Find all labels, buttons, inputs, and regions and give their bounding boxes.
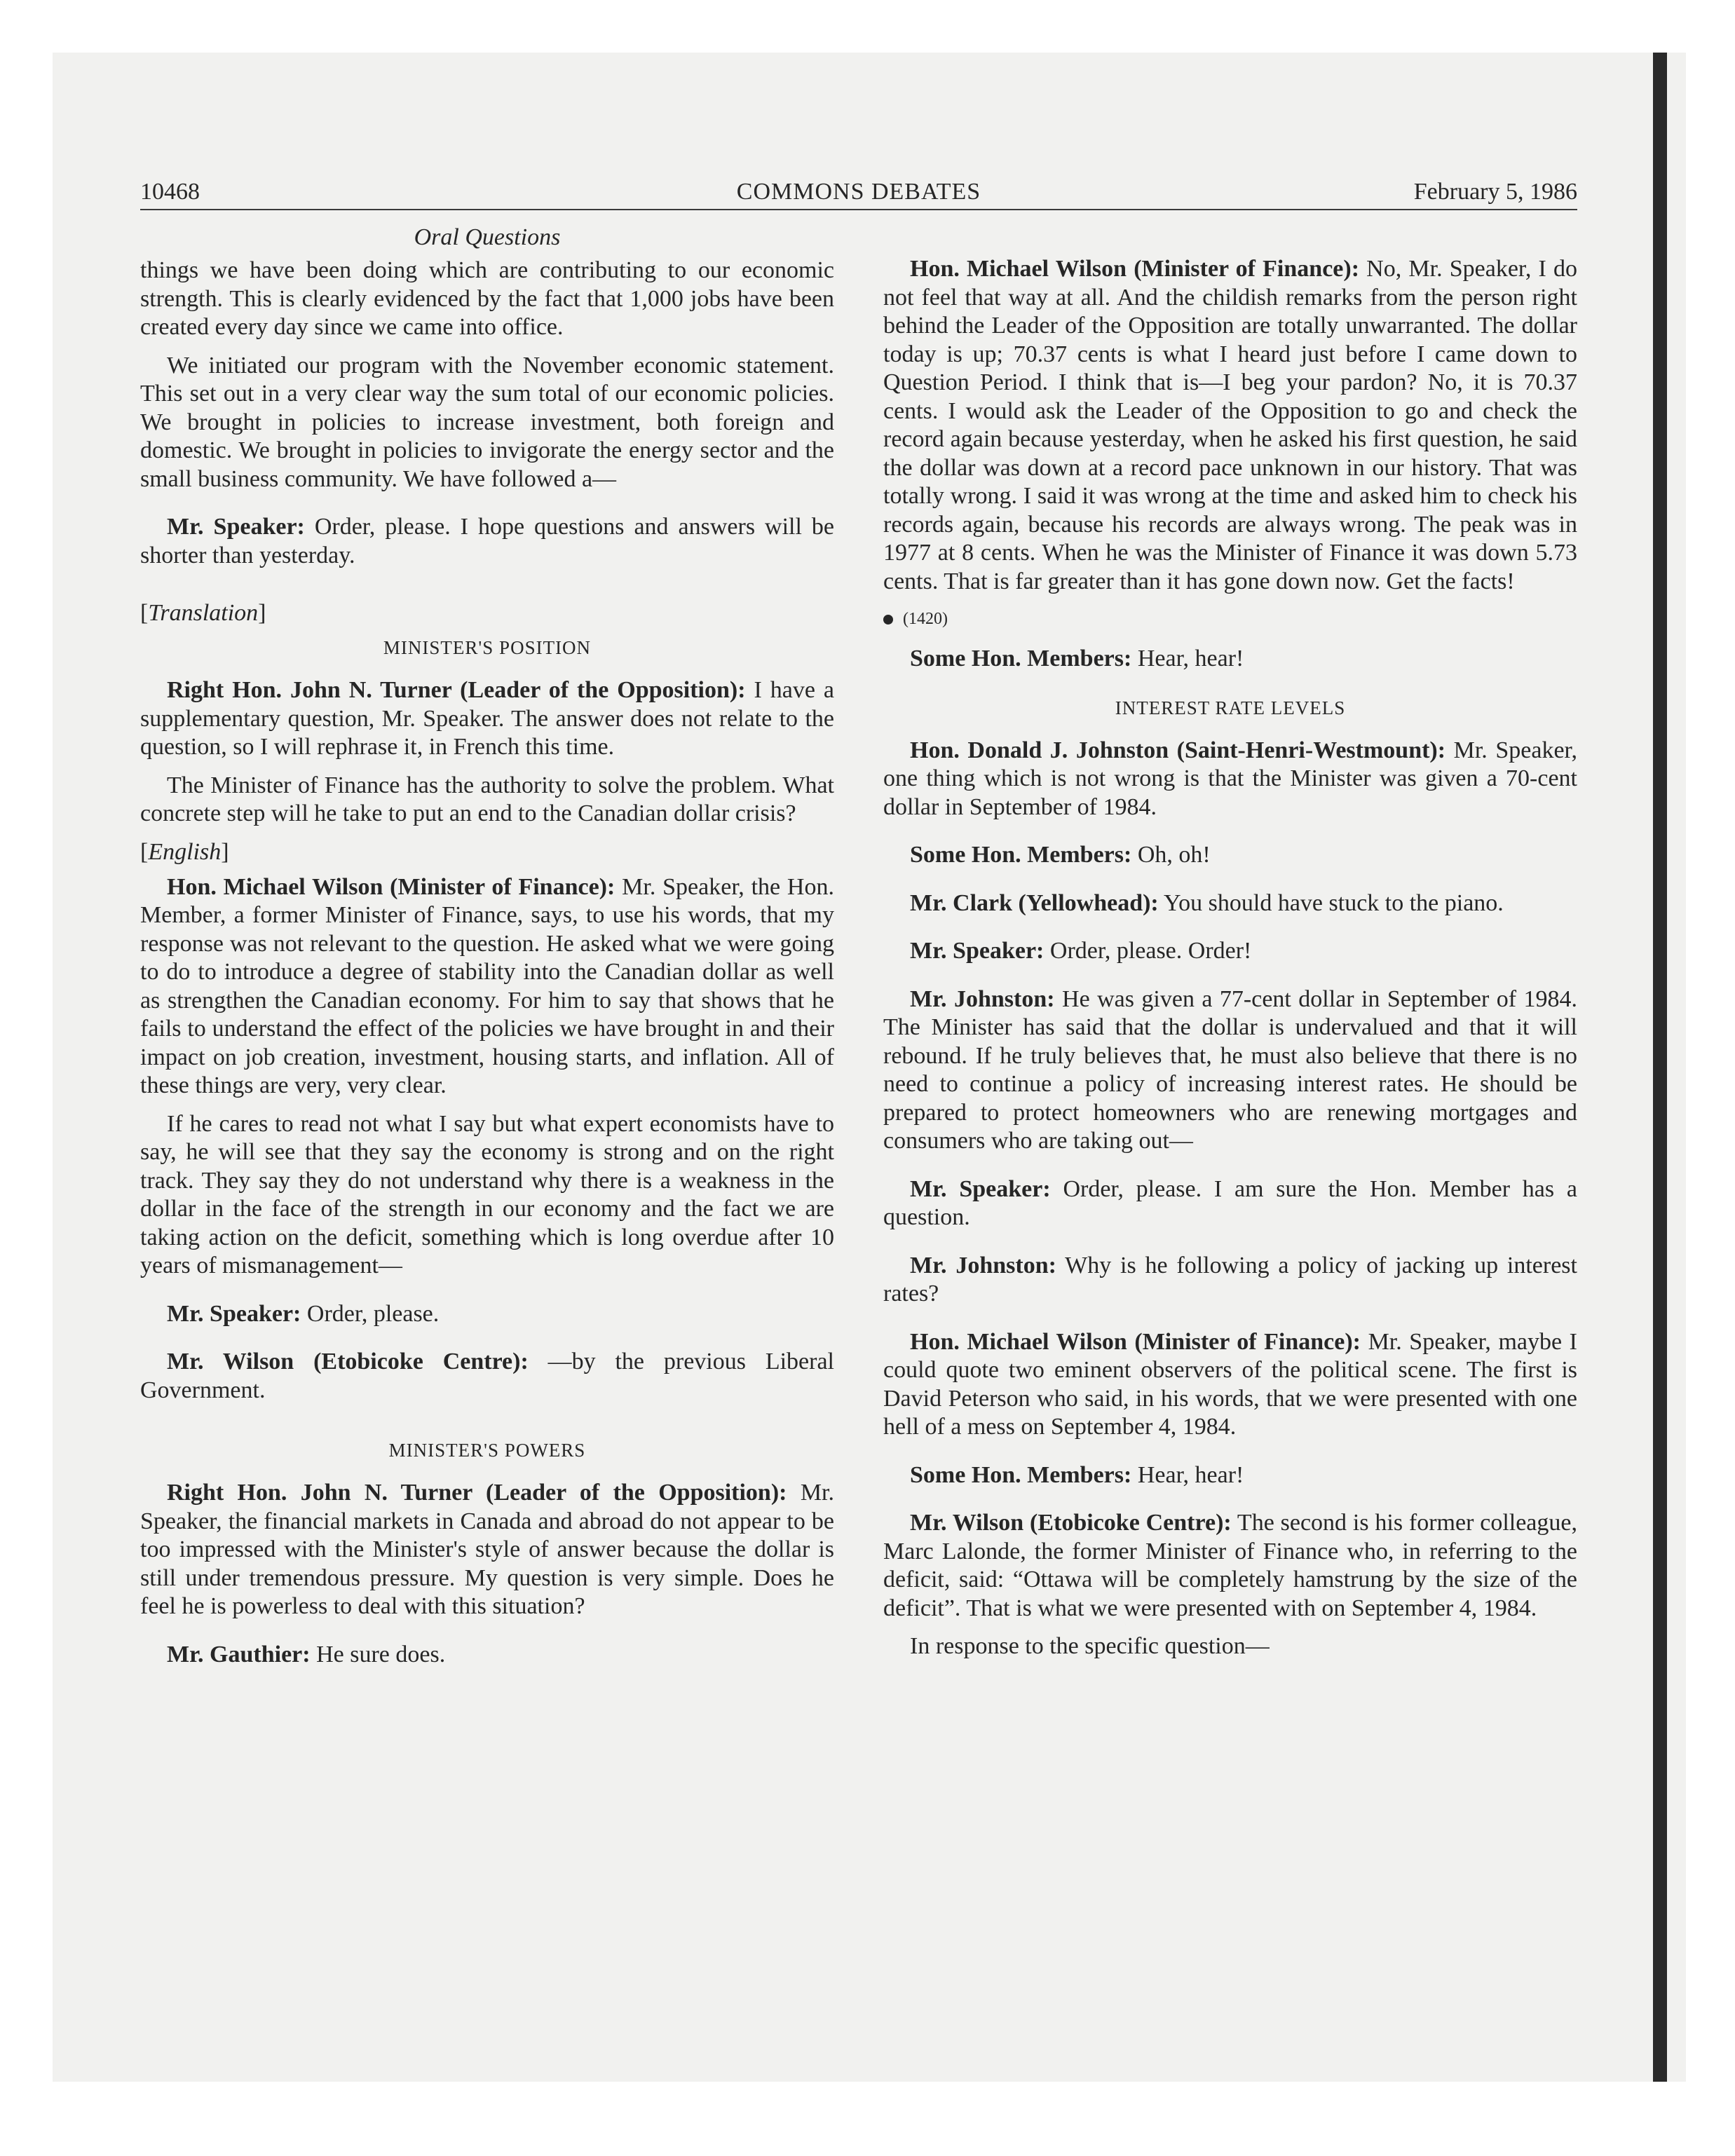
speaker-name: Mr. Speaker: bbox=[167, 514, 305, 540]
speech-text: He sure does. bbox=[310, 1641, 446, 1667]
speech-text: Order, please. Order! bbox=[1044, 938, 1252, 964]
speech-text: —by the previous Liberal Government. bbox=[140, 1349, 834, 1403]
speech-text: The second is his former colleague, Marc Lalonde, the former Minister of Finance who, in referring to the deficit, said: “Ottawa will be completely hamstrung by the size of the deficit”. That is what we were presented with on September 4, 1984. bbox=[883, 1510, 1577, 1621]
paragraph: We initiated our program with the November economic statement. This set out in a very clear way the sum total of our economic policies. We brought in policies to increase investment, both foreign and domestic. We brought in policies to invigorate the energy sector and the small business community. We have followed a— bbox=[140, 352, 834, 492]
speech-text: You should have stuck to the piano. bbox=[1158, 889, 1504, 916]
section-heading: MINISTER'S POSITION bbox=[383, 637, 592, 658]
speech bbox=[883, 1509, 1577, 1623]
speech-text: Mr. Speaker, the Hon. Member, a former Minister of Finance, says, to use his words, that my response was not relevant to the question. He asked what we were going to do to introduce a degree of stability into the Canadian dollar as well as strengthen the Canadian economy. For him to say that shows that he fails to understand the effect of the policies we have brought in and their impact on job creation, investment, housing starts, and inflation. All of these things are very, very clear. bbox=[140, 873, 834, 1098]
speaker-name: Mr. Wilson (Etobicoke Centre): bbox=[167, 1349, 529, 1374]
speech-text: Mr. Speaker, one thing which is not wrong is that the Minister was given a 70-cent dollar in September of 1984. bbox=[883, 737, 1577, 820]
speech-text: Order, please. I hope questions and answers will be shorter than yesterday. bbox=[140, 514, 834, 568]
speech-text: Mr. Speaker, maybe I could quote two eminent observers of the political scene. The first is David Peterson who said, in his words, that we were presented with one hell of a mess on September 4, 1984. bbox=[883, 1328, 1577, 1440]
speaker-name: Some Hon. Members: bbox=[910, 1461, 1132, 1488]
speech bbox=[883, 1461, 1577, 1490]
speech bbox=[140, 676, 834, 762]
speaker-name: Mr. Johnston: bbox=[910, 1252, 1056, 1278]
speaker-name: Some Hon. Members: bbox=[910, 646, 1132, 671]
running-header bbox=[140, 175, 1577, 210]
speech bbox=[140, 513, 834, 570]
speech bbox=[883, 1175, 1577, 1232]
speech bbox=[883, 841, 1577, 870]
section-heading: MINISTER'S POWERS bbox=[388, 1440, 586, 1461]
speech bbox=[883, 1328, 1577, 1442]
speech-text: Order, please. bbox=[301, 1300, 440, 1327]
time-marker bbox=[883, 606, 1577, 632]
speaker-name: Mr. Speaker: bbox=[910, 938, 1045, 964]
speaker-name: Hon. Donald J. Johnston (Saint-Henri-Westmount): bbox=[910, 737, 1446, 763]
speaker-name: Mr. Speaker: bbox=[167, 1300, 301, 1327]
speech-text: Hear, hear! bbox=[1131, 646, 1244, 671]
speaker-name: Hon. Michael Wilson (Minister of Finance): bbox=[167, 873, 615, 900]
language-marker: [Translation] bbox=[140, 600, 266, 626]
speech bbox=[140, 1300, 834, 1329]
issue-date: February 5, 1986 bbox=[1413, 179, 1577, 205]
speaker-name: Mr. Gauthier: bbox=[167, 1641, 311, 1667]
speech-text: Hear, hear! bbox=[1131, 1461, 1244, 1488]
paragraph: If he cares to read not what I say but what expert economists have to say, he will see that they say the economy is strong and on the right track. They say they do not understand why there is a weakness in the dollar in the face of the strength in our economy and the fact we are taking action on the deficit, something which is long overdue after 10 years of mismanagement— bbox=[140, 1110, 834, 1278]
language-label: Translation bbox=[148, 600, 259, 626]
speaker-name: Mr. Johnston: bbox=[910, 985, 1055, 1012]
publication-title: COMMONS DEBATES bbox=[736, 179, 981, 205]
paragraph: things we have been doing which are contributing to our economic strength. This is clearly evidenced by the fact that 1,000 jobs have been created every day since we came into office. bbox=[140, 257, 834, 340]
speaker-name: Mr. Wilson (Etobicoke Centre): bbox=[910, 1510, 1232, 1536]
speech-text: Mr. Speaker, the financial markets in Canada and abroad do not appear to be too impressed with the Minister's style of answer because the dollar is still under tremendous pressure. My question is very simple. Does he feel he is powerless to deal with this situation? bbox=[140, 1480, 834, 1619]
speech-text: Why is he following a policy of jacking up interest rates? bbox=[883, 1252, 1577, 1306]
left-column bbox=[140, 223, 834, 1679]
speaker-name: Right Hon. John N. Turner (Leader of the Opposition): bbox=[167, 677, 746, 703]
speech bbox=[883, 737, 1577, 822]
speech bbox=[140, 1348, 834, 1405]
paragraph: In response to the specific question— bbox=[910, 1633, 1270, 1659]
page-number: 10468 bbox=[140, 179, 200, 205]
language-marker: [English] bbox=[140, 838, 229, 865]
speaker-name: Hon. Michael Wilson (Minister of Finance): bbox=[910, 256, 1360, 282]
speech bbox=[883, 645, 1577, 674]
speech bbox=[883, 937, 1577, 966]
speech bbox=[883, 255, 1577, 596]
section-label: Oral Questions bbox=[414, 224, 561, 250]
speech-text: He was given a 77-cent dollar in September of 1984. The Minister has said that the dollar is undervalued and that it will rebound. If he truly believes that, he must also believe that there is no need to continue a policy of increasing interest rates. He should be prepared to protect homeowners who are renewing mortgages and consumers who are taking out— bbox=[883, 985, 1577, 1154]
speech bbox=[883, 985, 1577, 1156]
bullet-icon bbox=[883, 615, 893, 625]
speech bbox=[140, 873, 834, 1100]
section-heading: INTEREST RATE LEVELS bbox=[1115, 697, 1346, 718]
speech bbox=[883, 1252, 1577, 1309]
language-label: English bbox=[148, 838, 222, 865]
speech-text: I have a supplementary question, Mr. Speaker. The answer does not relate to the question, so I will rephrase it, in French this time. bbox=[140, 677, 834, 760]
speaker-name: Mr. Speaker: bbox=[910, 1175, 1051, 1202]
speaker-name: Hon. Michael Wilson (Minister of Finance): bbox=[910, 1328, 1361, 1355]
speech bbox=[140, 1479, 834, 1621]
paragraph: The Minister of Finance has the authority to solve the problem. What concrete step will he take to put an end to the Canadian dollar crisis? bbox=[140, 772, 834, 826]
speech-text: Oh, oh! bbox=[1131, 842, 1211, 868]
speaker-name: Right Hon. John N. Turner (Leader of the Opposition): bbox=[167, 1480, 787, 1506]
speech bbox=[883, 889, 1577, 918]
speaker-name: Mr. Clark (Yellowhead): bbox=[910, 889, 1159, 916]
speaker-name: Some Hon. Members: bbox=[910, 842, 1132, 868]
scan-edge-bar bbox=[1653, 53, 1667, 2082]
document-page bbox=[140, 167, 1577, 2003]
speech bbox=[140, 1641, 834, 1670]
speech-text: Order, please. I am sure the Hon. Member has a question. bbox=[883, 1175, 1577, 1230]
time-stamp: (1420) bbox=[903, 610, 948, 628]
right-column bbox=[883, 223, 1577, 1671]
speech-text: No, Mr. Speaker, I do not feel that way at all. And the childish remarks from the person right behind the Leader of the Opposition are totally unwarranted. The dollar today is up; 70.37 cents is what I heard just before I came down to Question Period. I think that is—I beg your pardon? No, it is 70.37 cents. I would ask the Leader of the Opposition to go and check the record again because yesterday, when he asked his first question, he said the dollar was down at a record pace unknown in our history. That was totally wrong. I said it was wrong at the time and asked him to check his records again, because his records are always wrong. The peak was in 1977 at 8 cents. When he was the Minister of Finance it was down 5.73 cents. That is far greater than it has gone down now. Get the facts! bbox=[883, 256, 1577, 594]
